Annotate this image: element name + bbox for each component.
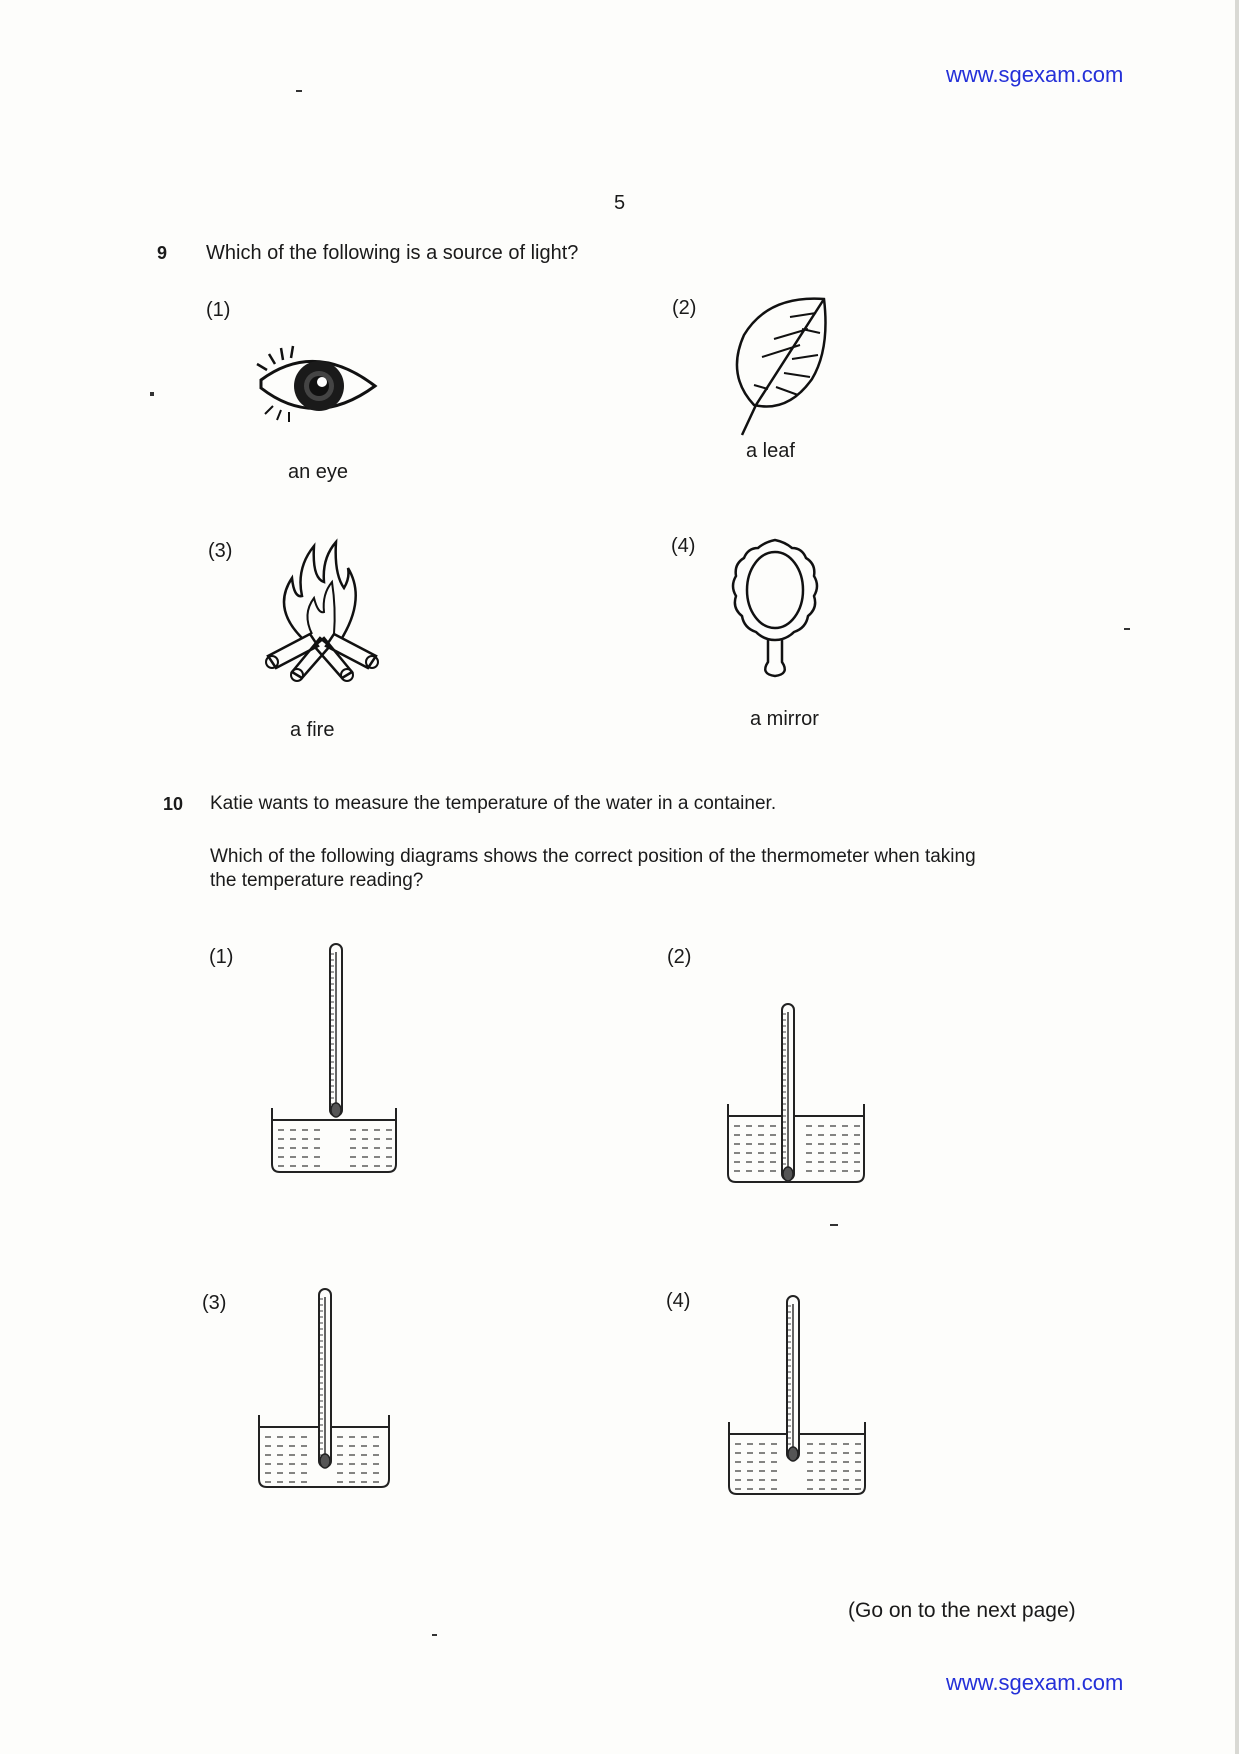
- question9-option2-caption: a leaf: [746, 440, 795, 462]
- question10-option4-label[interactable]: (4): [666, 1290, 691, 1312]
- scan-mark: [150, 392, 154, 396]
- question10-intro: Katie wants to measure the temperature of the water in a container.: [210, 793, 777, 814]
- header-website: www.sgexam.com: [946, 62, 1124, 87]
- question10-text-line1: Which of the following diagrams shows the correct position of the thermometer when taking: [210, 846, 976, 867]
- thermometer-above-water-icon: [266, 940, 406, 1180]
- question10-number: 10: [163, 794, 184, 814]
- fire-icon: [262, 538, 382, 678]
- page-edge: [1235, 0, 1239, 1754]
- footer-website: www.sgexam.com: [946, 1670, 1124, 1695]
- question9-option3-label[interactable]: (3): [208, 540, 233, 562]
- question9-text: Which of the following is a source of light?: [206, 242, 579, 264]
- question9-option3-caption: a fire: [290, 719, 335, 741]
- continue-note: (Go on to the next page): [848, 1599, 1076, 1622]
- eye-icon: [255, 348, 380, 433]
- question9-number: 9: [157, 243, 168, 263]
- scan-mark: [296, 90, 302, 92]
- question9-option2-label[interactable]: (2): [672, 297, 697, 319]
- scan-mark: [1124, 628, 1130, 630]
- question9-option4-label[interactable]: (4): [671, 535, 696, 557]
- mirror-icon: [730, 538, 820, 684]
- question9-option1-caption: an eye: [288, 461, 349, 483]
- question9-option4-caption: a mirror: [750, 708, 819, 730]
- question9-option1-label[interactable]: (1): [206, 299, 231, 321]
- leaf-icon: [728, 295, 833, 435]
- question10-option1-label[interactable]: (1): [209, 946, 234, 968]
- scan-mark: [432, 1634, 437, 1636]
- thermometer-in-water-icon: [725, 1290, 875, 1500]
- page-number: 5: [614, 192, 626, 214]
- thermometer-in-water-icon: [255, 1285, 400, 1495]
- question10-text-line2: the temperature reading?: [210, 870, 424, 891]
- thermometer-touching-bottom-icon: [722, 1000, 872, 1190]
- question10-option3-label[interactable]: (3): [202, 1292, 227, 1314]
- scan-mark: [830, 1224, 838, 1226]
- question10-option2-label[interactable]: (2): [667, 946, 692, 968]
